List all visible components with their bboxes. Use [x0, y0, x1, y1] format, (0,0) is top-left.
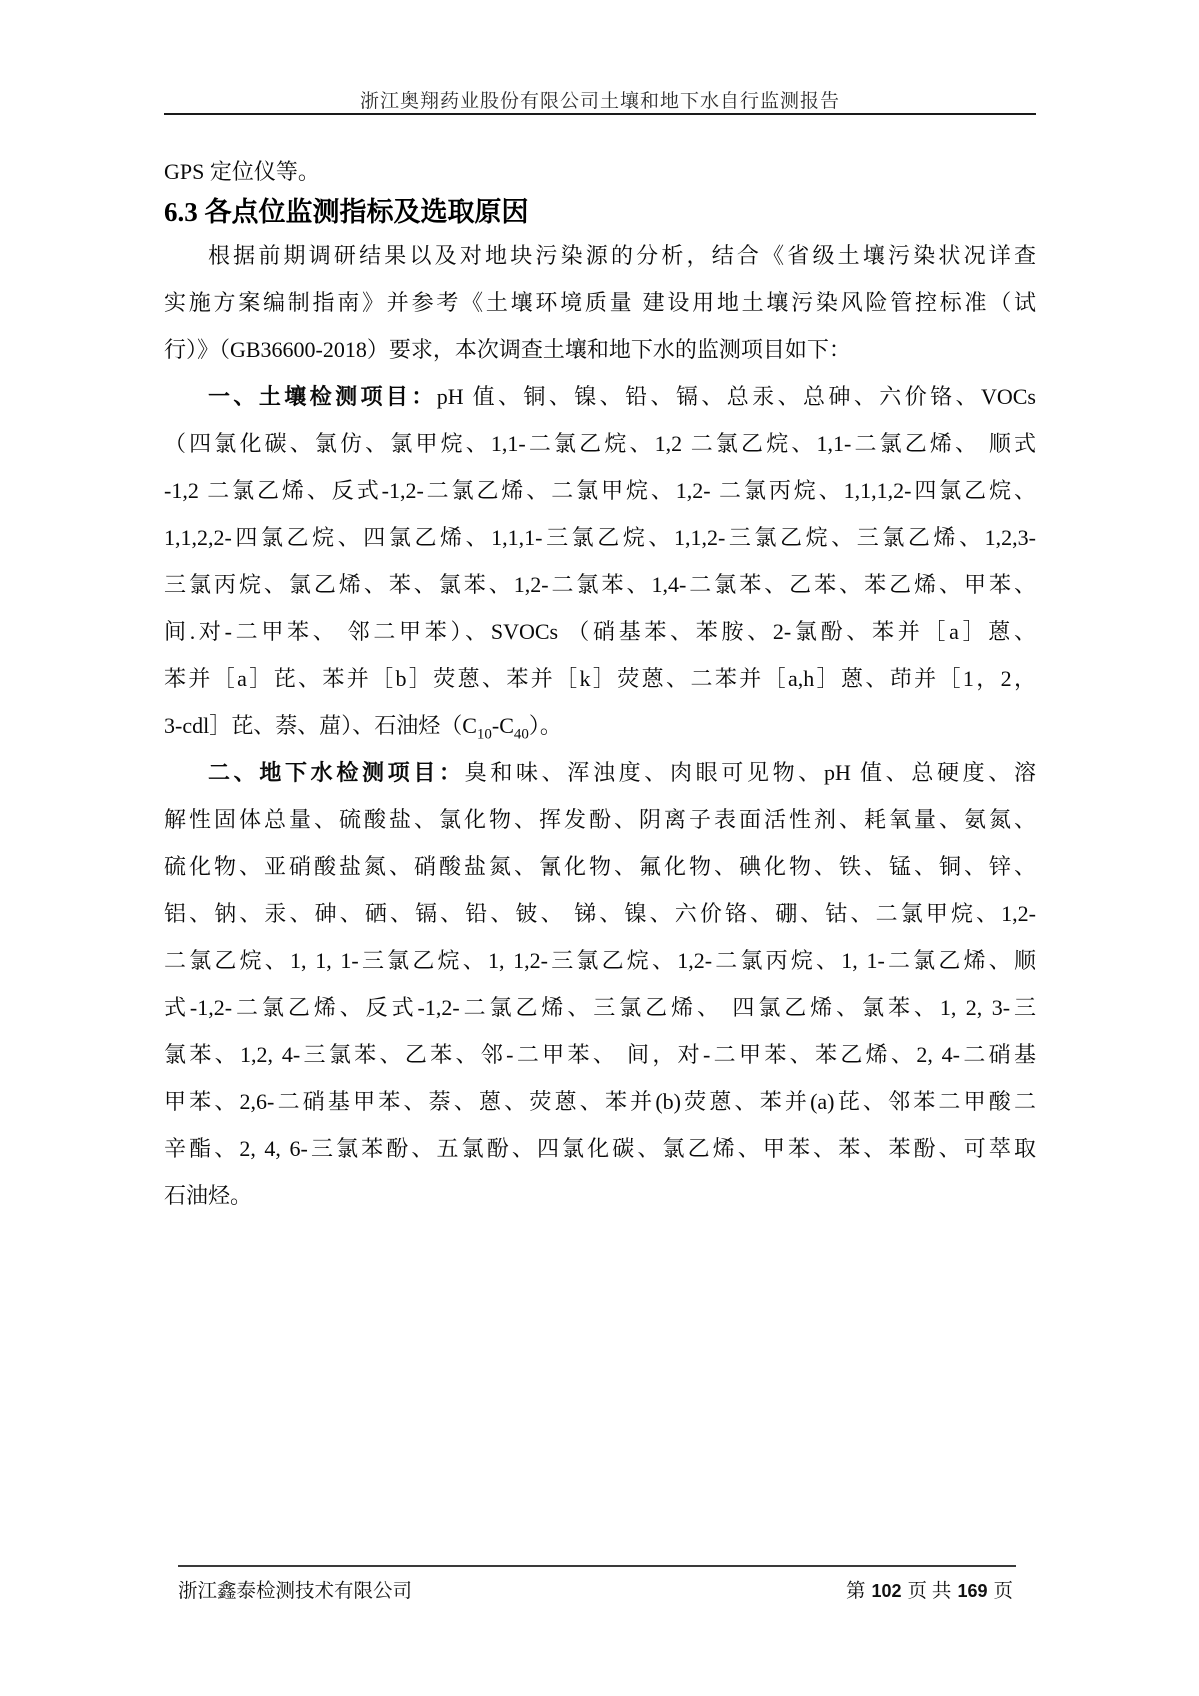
page-body: [164, 152, 1036, 1219]
page-word: 第: [845, 1581, 866, 1602]
total-page-number: 169: [957, 1581, 988, 1601]
groundwater-list-line: [164, 749, 1036, 796]
groundwater-list-line: 式-1,2-二氯乙烯、反式-1,2-二氯乙烯、三氯乙烯、 四氯乙烯、氯苯、1, 2, 3-三: [164, 995, 1036, 1020]
groundwater-list-line: 硫化物、亚硝酸盐氮、硝酸盐氮、氰化物、氟化物、碘化物、铁、锰、铜、锌、: [164, 854, 1036, 879]
groundwater-list-line: 氯苯、1,2, 4-三氯苯、乙苯、邻-二甲苯、 间，对-二甲苯、苯乙烯、2, 4-二硝基: [164, 1042, 1036, 1067]
soil-list-label: 一、土壤检测项目：: [208, 384, 437, 409]
line-text: ）。: [528, 713, 562, 738]
groundwater-list-label: 二、地下水检测项目：: [208, 760, 465, 785]
soil-list-line: [164, 373, 1036, 420]
header-rule: [164, 113, 1036, 115]
groundwater-list-line: 铝、钠、汞、砷、硒、镉、铅、铍、 锑、镍、六价铬、硼、钴、二氯甲烷、1,2-: [164, 901, 1036, 926]
footer-company-name: 浙江鑫泰检测技术有限公司: [178, 1581, 413, 1602]
soil-list-line: 间.对-二甲苯、 邻二甲苯）、SVOCs （硝基苯、苯胺、2-氯酚、苯并［a］蒽、: [164, 619, 1036, 644]
page-header-title: 浙江奥翔药业股份有限公司土壤和地下水自行监测报告: [359, 91, 840, 112]
groundwater-list-line: 石油烃。: [164, 1183, 253, 1208]
groundwater-list-line: 二氯乙烷、1, 1, 1-三氯乙烷、1, 1,2-三氯乙烷、1,2-二氯丙烷、1, 1-二氯乙烯、顺: [164, 948, 1036, 973]
groundwater-list-line: 甲苯、2,6-二硝基甲苯、萘、蒽、荧蒽、苯并(b)荧蒽、苯并(a)芘、邻苯二甲酸二: [164, 1089, 1036, 1114]
subscript-c10: 10: [476, 726, 492, 743]
soil-list-line: [164, 702, 1036, 749]
current-page-number: 102: [871, 1581, 902, 1601]
groundwater-list-line: 辛酯、2, 4, 6-三氯苯酚、五氯酚、四氯化碳、氯乙烯、甲苯、苯、苯酚、可萃取: [164, 1136, 1036, 1161]
carryover-text-line: GPS 定位仪等。: [164, 159, 320, 184]
intro-paragraph-line: 实施方案编制指南》并参考《土壤环境质量 建设用地土壤污染风险管控标准（试: [164, 290, 1036, 315]
soil-list-line: 苯并［a］芘、苯并［b］荧蒽、苯并［k］荧蒽、二苯并［a,h］蒽、茚并［1，2，: [164, 666, 1036, 691]
groundwater-list-line: 解性固体总量、硫酸盐、氯化物、挥发酚、阴离子表面活性剂、耗氧量、氨氮、: [164, 807, 1036, 832]
subscript-c40: 40: [513, 726, 529, 743]
page-footer: [178, 1565, 1016, 1603]
page-word: 页: [993, 1581, 1013, 1602]
soil-list-line: （四氯化碳、氯仿、氯甲烷、1,1-二氯乙烷、1,2 二氯乙烷、1,1-二氯乙烯、 顺式: [164, 431, 1036, 456]
intro-paragraph-line: 根据前期调研结果以及对地块污染源的分析，结合《省级土壤污染状况详查: [208, 243, 1036, 268]
section-heading: 6.3 各点位监测指标及选取原因: [164, 197, 529, 227]
intro-paragraph-line: 行）》（GB36600-2018）要求，本次调查土壤和地下水的监测项目如下：: [164, 337, 851, 362]
line-text: -C: [491, 713, 514, 738]
line-text: 3-cdl］芘、萘、䓛）、石油烃（C: [164, 713, 477, 738]
line-text: pH 值、铜、镍、铅、镉、总汞、总砷、六价铬、VOCs: [436, 384, 1036, 409]
soil-list-line: 三氯丙烷、氯乙烯、苯、氯苯、1,2-二氯苯、1,4-二氯苯、乙苯、苯乙烯、甲苯、: [164, 572, 1036, 597]
page-word: 页 共: [907, 1581, 952, 1602]
soil-list-line: -1,2 二氯乙烯、反式-1,2-二氯乙烯、二氯甲烷、1,2- 二氯丙烷、1,1,1,2-四氯乙烷、: [164, 478, 1036, 503]
soil-list-line: 1,1,2,2-四氯乙烷、四氯乙烯、1,1,1-三氯乙烷、1,1,2-三氯乙烷、三氯乙烯、1,2,3-: [164, 525, 1036, 550]
footer-page-indicator: [843, 1575, 1016, 1603]
line-text: 臭和味、浑浊度、肉眼可见物、pH 值、总硬度、溶: [464, 760, 1036, 785]
